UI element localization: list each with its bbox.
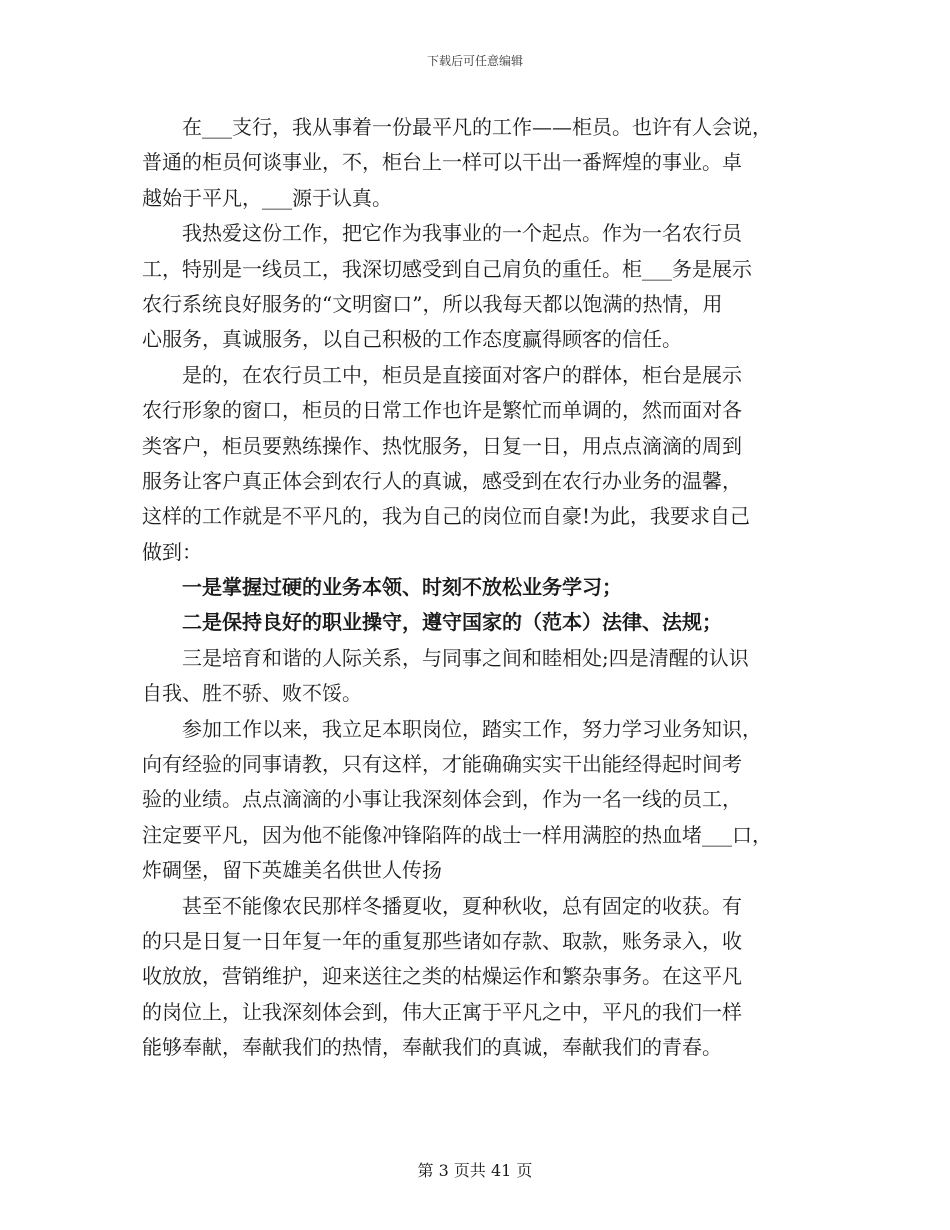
text-line: 心服务，真诚服务，以自己积极的工作态度赢得顾客的信任。 [142,327,682,352]
page-header: 下载后可任意编辑 [426,54,523,68]
text-line: 甚至不能像农民那样冬播夏收，夏种秋收，总有固定的收获。有 [142,893,742,918]
text-line: 在___支行，我从事着一份最平凡的工作——柜员。也许有人会说， [142,115,772,139]
text-line: 炸碉堡，留下英雄美名供世人传扬 [142,858,442,883]
text-line: 自我、胜不骄、败不馁。 [142,681,362,706]
text-line: 向有经验的同事请教，只有这样，才能确确实实干出能经得起时间考 [142,752,742,777]
text-line: 是的，在农行员工中，柜员是直接面对客户的群体，柜台是展示 [142,362,742,387]
bold-text-line: 一是掌握过硬的业务本领、时刻不放松业务学习； [142,575,622,600]
text-line: 普通的柜员何谈事业，不，柜台上一样可以干出一番辉煌的事业。卓 [142,150,742,175]
bold-text-line: 二是保持良好的职业操守，遵守国家的（范本）法律、法规； [142,610,722,635]
text-line: 农行形象的窗口，柜员的日常工作也许是繁忙而单调的，然而面对各 [142,398,742,423]
text-line: 的岗位上，让我深刻体会到，伟大正寓于平凡之中，平凡的我们一样 [142,999,742,1024]
text-line: 注定要平凡，因为他不能像冲锋陷阵的战士一样用满腔的热血堵___口， [142,822,772,847]
text-line: 工，特别是一线员工，我深切感受到自己肩负的重任。柜___务是展示 [142,256,752,281]
text-line: 参加工作以来，我立足本职岗位，踏实工作，努力学习业务知识， [142,716,762,741]
text-line: 越始于平凡，___源于认真。 [142,185,392,210]
text-line: 这样的工作就是不平凡的，我为自己的岗位而自豪!为此，我要求自己 [142,504,751,529]
text-line: 能够奉献，奉献我们的热情，奉献我们的真诚，奉献我们的青春。 [142,1035,722,1060]
text-line: 三是培育和谐的人际关系，与同事之间和睦相处;四是清醒的认识 [142,645,749,670]
page-footer: 第 3 页共 41 页 [417,1161,533,1180]
text-line: 我热爱这份工作，把它作为我事业的一个起点。作为一名农行员 [142,221,742,246]
body-text [142,110,822,1066]
text-line: 验的业绩。点点滴滴的小事让我深刻体会到，作为一名一线的员工， [142,787,742,812]
text-line: 的只是日复一日年复一年的重复那些诸如存款、取款，账务录入，收 [142,928,742,953]
text-line: 收放放，营销维护，迎来送往之类的枯燥运作和繁杂事务。在这平凡 [142,964,742,989]
text-line: 做到： [142,539,202,564]
text-line: 农行系统良好服务的“文明窗口”，所以我每天都以饱满的热情，用 [142,291,723,316]
text-line: 服务让客户真正体会到农行人的真诚，感受到在农行办业务的温馨， [142,468,742,493]
text-line: 类客户，柜员要熟练操作、热忱服务，日复一日，用点点滴滴的周到 [142,433,742,458]
